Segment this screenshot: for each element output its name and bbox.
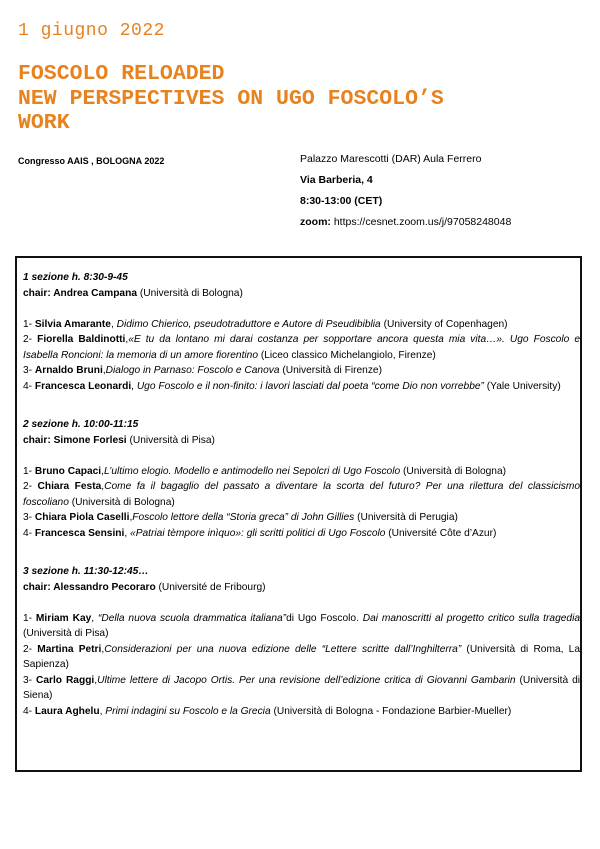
session-title: 1 sezione h. 8:30-9-45 [23, 272, 128, 283]
zoom-link[interactable]: https://cesnet.zoom.us/j/97058248048 [330, 216, 512, 228]
chair-name: chair: Alessandro Pecoraro [23, 581, 156, 593]
talk-item: 1- Miriam Kay, “Della nuova scuola drammatica italiana”di Ugo Foscolo. Dai manoscritti al progetto critico sulla tragedia (Università di Pisa) [23, 612, 581, 639]
chair-affiliation: (Università di Bologna) [136, 287, 243, 299]
talk-item: 1- Silvia Amarante, Didimo Chierico, pseudotraduttore e Autore di Pseudibiblia (University of Copenhagen) [23, 318, 508, 330]
venue-zoom [300, 212, 511, 233]
program-content [23, 270, 580, 719]
speaker: Miriam Kay [35, 612, 92, 624]
talk-title: Dai manoscritti al progetto critico sulla tragedia [362, 612, 581, 624]
session-title: 2 sezione h. 10:00-11:15 [23, 419, 139, 430]
talk-item: 3- Carlo Raggi,Ultime lettere di Jacopo Ortis. Per una revisione dell’edizione critica di Giovanni Gambarin (Università di Siena) [23, 674, 581, 701]
title-line-1: FOSCOLO RELOADED [18, 62, 225, 86]
title-line-2: NEW PERSPECTIVES ON UGO FOSCOLO’S [18, 86, 444, 111]
talk-title: Ultime lettere di Jacopo Ortis. Per una revisione dell’edizione critica di Giovanni Gambarin [97, 674, 516, 686]
speaker: Fiorella Baldinotti [37, 334, 126, 345]
talk-title: «E tu da lontano mi darai costanza per sopportare ancora questa mia vita…». Ugo Foscolo e Isabella Roncioni: la memoria di un amore fiorentino [23, 334, 580, 361]
speaker: Francesca Leonardi [34, 380, 132, 392]
talk-title: «Patriai tèmpore inìquo»: gli scritti politici di Ugo Foscolo [130, 527, 386, 539]
affiliation: (Yale University) [483, 380, 561, 392]
talk-item: 4- Francesca Leonardi, Ugo Foscolo e il non-finito: i lavori lasciati dal poeta “come Dio non vorrebbe” (Yale University) [23, 380, 561, 392]
talk-item: 4- Laura Aghelu, Primi indagini su Foscolo e la Grecia (Università di Bologna - Fondazione Barbier-Mueller) [23, 705, 512, 717]
affiliation: (University of Copenhagen) [380, 318, 508, 330]
affiliation: di Ugo Foscolo. [286, 612, 363, 624]
affiliation: (Università di Bologna) [400, 465, 507, 477]
talk-item: 2- Martina Petri,Considerazioni per una nuova edizione delle “Lettere scritte dall’Inghilterra” (Università di Roma, La Sapienza) [23, 643, 580, 670]
talk-title: Ugo Foscolo e il non-finito: i lavori lasciati dal poeta “come Dio non vorrebbe” [136, 380, 484, 392]
speaker: Arnaldo Bruni [34, 365, 103, 376]
speaker: Chiara Festa [37, 481, 102, 492]
affiliation: (Università di Perugia) [354, 512, 458, 523]
talk-item: 2- Chiara Festa,Come fa il bagaglio del passato a diventare la scorta del futuro? Per una rilettura del classicismo foscoliano (Università di Bologna) [23, 481, 580, 508]
speaker: Martina Petri [37, 643, 102, 655]
congress-label: Congresso AAIS , BOLOGNA 2022 [18, 156, 165, 166]
chair-affiliation: (Université de Fribourg) [155, 581, 266, 593]
chair-name: chair: Andrea Campana [23, 287, 137, 299]
session-1 [23, 270, 580, 394]
venue-street: Via Barberia, 4 [300, 174, 373, 186]
affiliation: (Università di Firenze) [279, 365, 382, 376]
speaker: Bruno Capaci [34, 465, 102, 477]
talk-item: 1- Bruno Capaci,L’ultimo elogio. Modello e antimodello nei Sepolcri di Ugo Foscolo (Università di Bologna) [23, 465, 507, 477]
talk-title: Come fa il bagaglio del passato a diventare la scorta del futuro? Per una rilettura del classicismo foscoliano [23, 481, 580, 508]
talk-title: “Della nuova scuola drammatica italiana” [97, 612, 287, 624]
affiliation: (Università di Roma, La Sapienza) [23, 643, 580, 670]
session-2 [23, 417, 580, 541]
talk-title: L’ultimo elogio. Modello e antimodello nei Sepolcri di Ugo Foscolo [103, 465, 401, 477]
affiliation: (Università di Bologna) [68, 496, 175, 508]
talk-item: 4- Francesca Sensini, «Patriai tèmpore inìquo»: gli scritti politici di Ugo Foscolo (Université Côte d’Azur) [23, 527, 497, 539]
affiliation: (Université Côte d’Azur) [385, 527, 497, 539]
speaker: Silvia Amarante [34, 318, 111, 330]
speaker: Laura Aghelu [34, 705, 100, 717]
title-line-3: WORK [18, 111, 70, 135]
talk-title: Didimo Chierico, pseudotraduttore e Autore di Pseudibiblia [116, 318, 381, 330]
affiliation: (Liceo classico Michelangiolo, Firenze) [258, 349, 436, 361]
venue-time: 8:30-13:00 (CET) [300, 195, 383, 207]
session-chair [23, 286, 580, 302]
affiliation: (Università di Bologna - Fondazione Barbier-Mueller) [270, 705, 512, 717]
talk-title: Dialogo in Parnaso: Foscolo e Canova [105, 365, 280, 376]
venue-info [300, 149, 511, 233]
event-title [18, 62, 588, 136]
speaker: Francesca Sensini [34, 527, 125, 539]
talk-title: Foscolo lettore della “Storia greca” di John Gillies [132, 512, 355, 523]
chair-affiliation: (Università di Pisa) [126, 434, 215, 446]
affiliation: (Università di Siena) [23, 674, 581, 701]
venue-place: Palazzo Marescotti (DAR) Aula Ferrero [300, 153, 482, 165]
session-chair [23, 433, 580, 449]
zoom-label: zoom: [300, 216, 331, 228]
session-title: 3 sezione h. 11:30-12:45… [23, 566, 149, 577]
session-3 [23, 564, 580, 719]
speaker: Chiara Piola Caselli [34, 512, 130, 523]
talk-item: 3- Arnaldo Bruni,Dialogo in Parnaso: Foscolo e Canova (Università di Firenze) [23, 365, 382, 376]
talk-title: Primi indagini su Foscolo e la Grecia [105, 705, 271, 717]
session-chair [23, 580, 580, 596]
speaker: Carlo Raggi [35, 674, 95, 686]
chair-name: chair: Simone Forlesi [23, 434, 127, 446]
event-date: 1 giugno 2022 [18, 21, 165, 41]
talk-title: Considerazioni per una nuova edizione delle “Lettere scritte dall’Inghilterra” [104, 643, 462, 655]
affiliation: (Università di Pisa) [23, 628, 109, 639]
talk-item: 3- Chiara Piola Caselli,Foscolo lettore della “Storia greca” di John Gillies (Università di Perugia) [23, 512, 458, 523]
talk-item: 2- Fiorella Baldinotti,«E tu da lontano mi darai costanza per sopportare ancora questa mia vita…». Ugo Foscolo e Isabella Roncioni: la memoria di un amore fiorentino (Liceo classico Michelangiolo, Firenze) [23, 334, 580, 361]
